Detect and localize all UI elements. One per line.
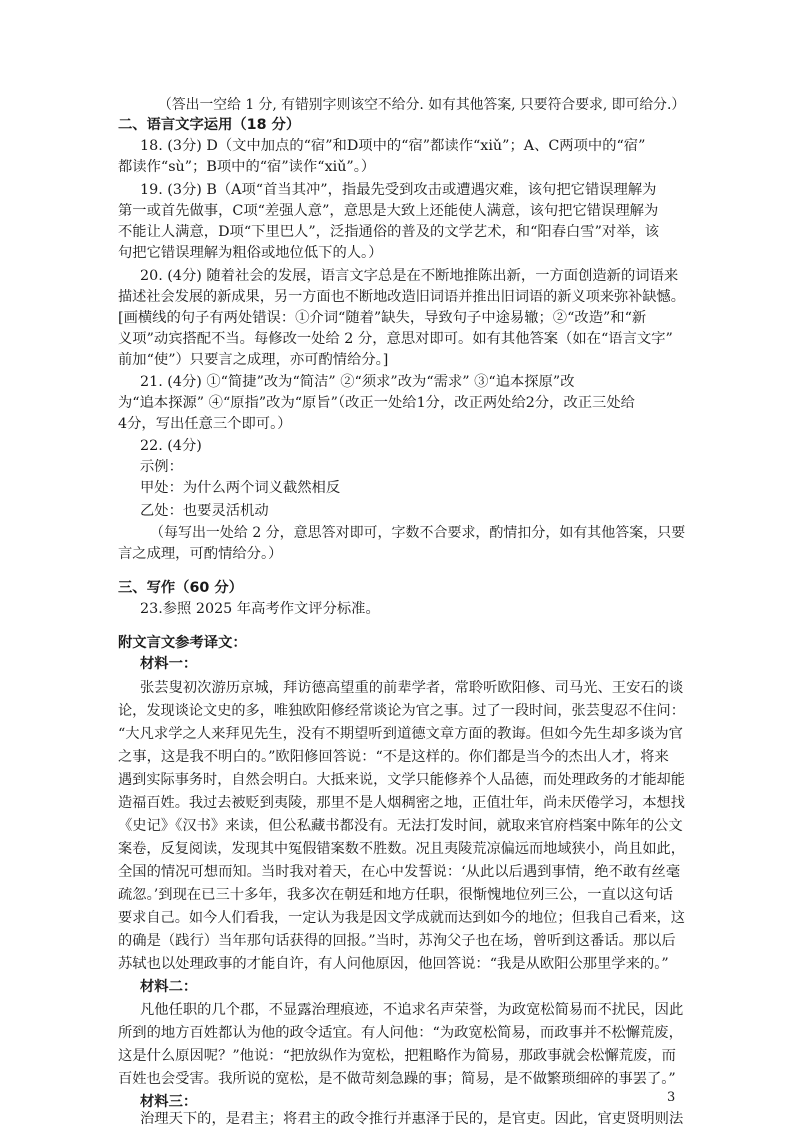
text-line: 苏轼也以处理政事的才能自许，有人问他原因，他回答说：“我是从欧阳公那里学来的。” bbox=[118, 956, 669, 972]
text-line: （每写出一处给 2 分，意思答对即可，字数不合要求，酌情扣分，如有其他答案，只要 bbox=[150, 525, 686, 541]
text-line: 为“追本探源” ④“原指”改为“原旨”（改正一处给1分，改正两处给2分，改正三处给 bbox=[118, 395, 635, 411]
text-line: 18. (3分) D（文中加点的“宿”和D项中的“宿”都读作“xiǔ”；A、C两项中的“宿” bbox=[140, 138, 646, 154]
text-line: 所到的地方百姓都认为他的政令适宜。有人问他：“为政宽松简易，而政事并不松懈荒废， bbox=[118, 1025, 683, 1041]
text-line: 前加“使”）只要言之成理，亦可酌情给分。] bbox=[118, 352, 389, 368]
text-line: 句把它错误理解为粗俗或地位低下的人。） bbox=[118, 245, 383, 261]
text-line: 22. (4分) bbox=[140, 438, 202, 454]
text-line: 《史记》《汉书》来读，但公私藏书都没有。无法打发时间，就取来官府档案中陈年的公文 bbox=[118, 818, 683, 834]
text-line: [画横线的句子有两处错误：①介词“随着”缺失，导致句子中途易辙；②“改造”和“新 bbox=[118, 310, 647, 326]
text-line: 都读作“sù”；B项中的“宿”读作“xiǔ”。） bbox=[118, 159, 376, 175]
text-line: 义项”动宾搭配不当。每修改一处给 2 分，意思对即可。如有其他答案（如在“语言文字” bbox=[118, 331, 673, 347]
text-line: 甲处：为什么两个词义截然相反 bbox=[140, 480, 341, 496]
section-heading-translation: 附文言文参考译文： bbox=[118, 635, 247, 651]
text-line: 的确是（践行）当年那句话获得的回报。”当时，苏洵父子也在场，曾听到这番话。那以后 bbox=[118, 933, 676, 949]
page-number: 3 bbox=[667, 1090, 676, 1105]
text-line: 凡他任职的几个郡，不显露治理痕迹，不追求名声荣誉，为政宽松简易而不扰民，因此 bbox=[140, 1002, 684, 1018]
subheading-material-1: 材料一： bbox=[140, 656, 198, 672]
text-line: 23.参照 2025 年高考作文评分标准。 bbox=[140, 601, 380, 617]
text-line: 4分，写出任意三个即可。） bbox=[118, 416, 292, 432]
section-heading-language: 二、语言文字运用（18 分） bbox=[118, 117, 301, 133]
text-line: （答出一空给 1 分, 有错别字则该空不给分. 如有其他答案, 只要符合要求, 即可给分.） bbox=[158, 97, 686, 113]
text-line: 19. (3分) B（A项“首当其冲”，指最先受到攻击或遭遇灾难，该句把它错误理解为 bbox=[140, 182, 657, 198]
text-line: 百姓也会受害。我所说的宽松，是不做苛刻急躁的事；简易，是不做繁琐细碎的事罢了。” bbox=[118, 1071, 676, 1087]
text-line: “大凡求学之人来拜见先生，没有不期望听到道德文章方面的教诲。但如今先生却多谈为官 bbox=[118, 726, 683, 742]
text-line: 21. (4分) ①“简捷”改为“简洁” ②“须求”改为“需求” ③“追本探原”改 bbox=[140, 374, 575, 390]
text-line: 论，发现谈论文史的多，唯独欧阳修经常谈论为官之事。过了一段时间，张芸叟忍不住问： bbox=[118, 703, 685, 719]
text-line: 张芸叟初次游历京城，拜访德高望重的前辈学者，常聆听欧阳修、司马光、王安石的谈 bbox=[140, 680, 684, 696]
text-line: 造福百姓。我过去被贬到夷陵，那里不是人烟稠密之地，正值壮年，尚未厌倦学习，本想找 bbox=[118, 795, 685, 811]
text-line: 这是什么原因呢？”他说：“把放纵作为宽松，把粗略作为简易，那政事就会松懈荒废，而 bbox=[118, 1048, 676, 1064]
text-line: 乙处：也要灵活机动 bbox=[140, 503, 269, 519]
text-line: 全国的情况可想而知。当时我对着天，在心中发誓说：‘从此以后遇到事情，绝不敢有丝毫 bbox=[118, 864, 681, 880]
subheading-material-2: 材料二： bbox=[140, 979, 198, 995]
text-line: 要求自己。如今人们看我，一定认为我是因文学成就而达到如今的地位；但我自己看来，这 bbox=[118, 910, 685, 926]
subheading-material-3: 材料三： bbox=[140, 1094, 198, 1110]
text-line: 示例： bbox=[140, 459, 183, 475]
text-line: 案卷，反复阅读，发现其中冤假错案数不胜数。况且夷陵荒凉偏远而地域狭小，尚且如此， bbox=[118, 841, 685, 857]
section-heading-writing: 三、写作（60 分） bbox=[118, 580, 243, 596]
text-line: 之事，这是我不明白的。”欧阳修回答说：“不是这样的。你们都是当今的杰出人才，将来 bbox=[118, 749, 669, 765]
text-line: 遇到实际事务时，自然会明白。大抵来说，文学只能修养个人品德，而处理政务的才能却能 bbox=[118, 772, 685, 788]
text-line: 描述社会发展的新成果，另一方面也不断地改造旧词语并推出旧词语的新义项来弥补缺憾。 bbox=[118, 289, 685, 305]
text-line: 言之成理，可酌情给分。） bbox=[118, 546, 283, 562]
text-line: 治理天下的，是君主；将君主的政令推行并惠泽于民的，是官吏。因此，官吏贤明则法 bbox=[140, 1111, 684, 1127]
text-line: 不能让人满意，D项“下里巴人”，泛指通俗的普及的文学艺术，和“阳春白雪”对举，该 bbox=[118, 224, 660, 240]
text-line: 第一或首先做事，C项“差强人意”，意思是大致上还能使人满意，该句把它错误理解为 bbox=[118, 203, 659, 219]
text-line: 疏忽。’到现在已三十多年，我多次在朝廷和地方任职，很惭愧地位列三公，一直以这句话 bbox=[118, 887, 673, 903]
text-line: 20. (4分) 随着社会的发展，语言文字总是在不断地推陈出新，一方面创造新的词语来 bbox=[140, 268, 679, 284]
